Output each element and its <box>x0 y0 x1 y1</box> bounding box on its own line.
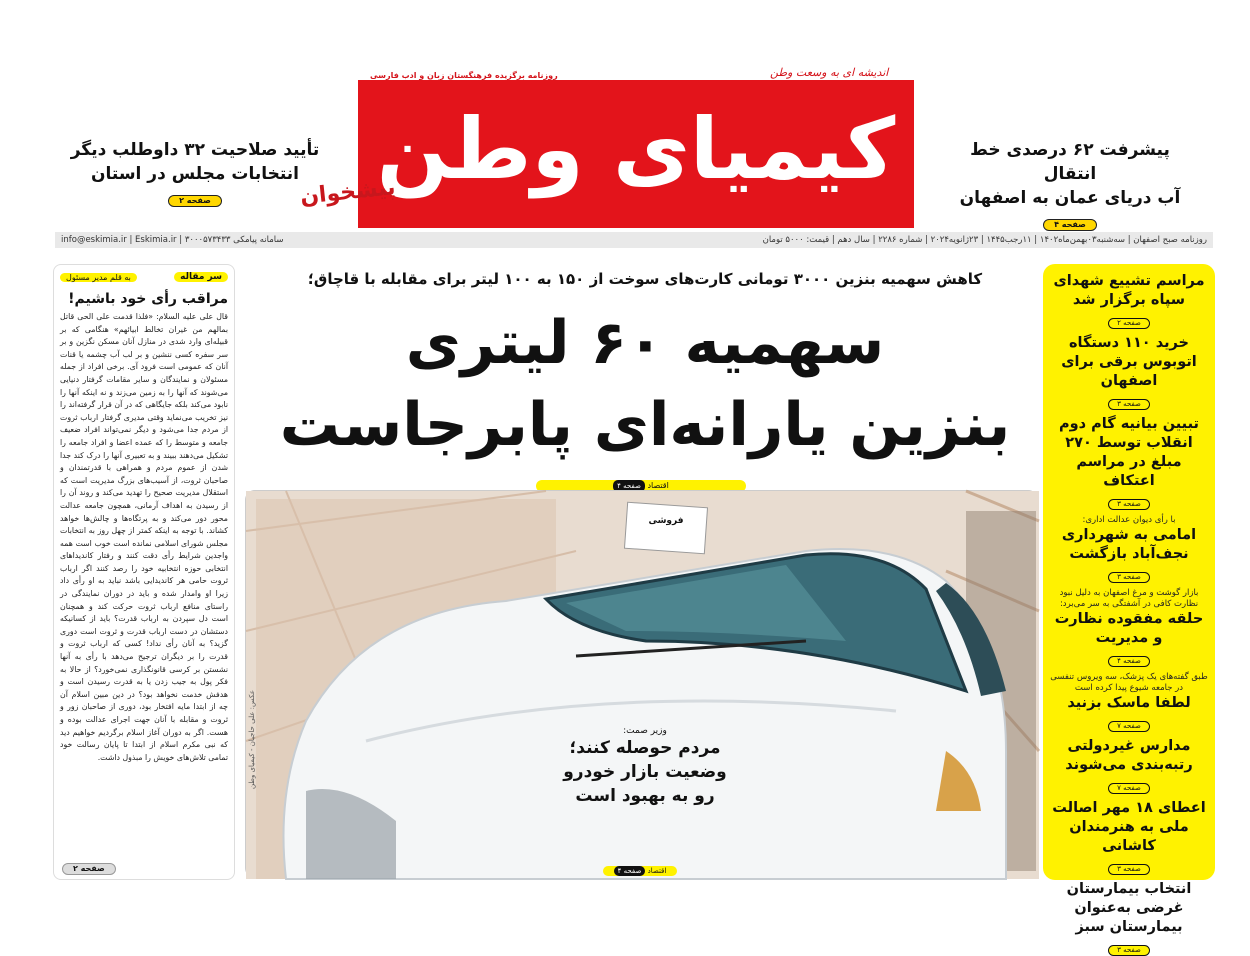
photo-quote[interactable] <box>540 726 750 808</box>
left-top-headline[interactable] <box>70 138 320 210</box>
news-title: لطفا ماسک بزنید <box>1067 695 1191 711</box>
pishkhan-watermark: پیشخوان <box>298 175 397 210</box>
news-lead: بازار گوشت و مرغ اصفهان به دلیل نبود نظارت کافی در آشفتگی به سر می‌برد: <box>1059 588 1199 609</box>
masthead <box>358 80 914 228</box>
quote-text <box>540 736 750 808</box>
news-title: حلقه مفقوده نظارت و مدیریت <box>1054 611 1204 646</box>
masthead-subtitle: روزنامه برگزیده فرهنگستان زبان و ادب فارسی <box>370 71 558 80</box>
news-column <box>1043 264 1215 954</box>
headline-line: تأیید صلاحیت ۳۲ داوطلب دیگر <box>70 140 320 160</box>
news-title: خرید ۱۱۰ دستگاه اتوبوس برقی برای اصفهان <box>1061 335 1197 389</box>
news-title: تبیین بیانیه گام دوم انقلاب توسط ۲۷۰ مبلغ در مراسم اعتکاف <box>1059 416 1199 489</box>
section-label: اقتصاد <box>647 867 667 875</box>
news-title: مدارس غیردولتی رتبه‌بندی می‌شوند <box>1065 738 1193 773</box>
main-headline[interactable] <box>250 302 1040 466</box>
news-lead: با رأی دیوان عدالت اداری: <box>1082 515 1176 525</box>
news-item[interactable] <box>1049 272 1209 329</box>
editorial-author: به قلم مدیر مسئول <box>60 273 137 282</box>
page-tag: صفحه ۲ <box>62 863 116 875</box>
news-item[interactable] <box>1049 415 1209 510</box>
issue-info: روزنامه صبح اصفهان | سه‌شنبه۰۳بهمن‌ماه۱۴۰۲ | ۱۱رجب۱۴۴۵ | ۲۳ژانویه۲۰۲۴ | شماره ۲۲۸۶ | سال دهم | قیمت: ۵۰۰۰ تومان <box>762 235 1207 245</box>
news-item[interactable] <box>1049 588 1209 667</box>
news-title: انتخاب بیمارستان غرضی به‌عنوان بیمارستان سبز <box>1066 881 1192 935</box>
news-item[interactable] <box>1049 880 1209 956</box>
quote-source: وزیر صمت: <box>623 726 667 736</box>
page-tag: صفحه ۲ <box>1108 318 1150 329</box>
headline-line: پیشرفت ۶۲ درصدی خط انتقال <box>970 140 1170 184</box>
headline-line: سهمیه ۶۰ لیتری <box>405 308 885 378</box>
news-title: اعطای ۱۸ مهر اصالت ملی به هنرمندان کاشانی <box>1052 800 1206 854</box>
info-bar <box>55 232 1213 248</box>
news-item[interactable] <box>1049 515 1209 583</box>
page-tag: صفحه ۴ <box>614 866 646 876</box>
page-tag: صفحه ۴ <box>613 480 645 492</box>
news-item[interactable] <box>1049 799 1209 875</box>
headline-line: انتخابات مجلس در استان <box>90 164 300 184</box>
newspaper-logo: کیمیای وطن <box>376 100 896 198</box>
quote-line: مردم حوصله کنند؛ <box>569 738 721 758</box>
headline-line: بنزین یارانه‌ای پابرجاست <box>279 390 1011 460</box>
page-tag: صفحه ۳ <box>1108 864 1150 875</box>
editorial-label: سر مقاله <box>174 272 228 282</box>
news-item[interactable] <box>1049 737 1209 794</box>
contact-info: info@eskimia.ir | Eskimia.ir | سامانه پیامکی ۳۰۰۰۵۷۳۴۳۳ <box>61 235 284 245</box>
section-label: اقتصاد <box>647 481 669 490</box>
headline-line: آب دریای عمان به اصفهان <box>959 188 1181 208</box>
editorial-header <box>60 269 228 285</box>
page-tag: صفحه ۴ <box>1043 219 1097 231</box>
editorial-title[interactable]: مراقب رأی خود باشیم! <box>68 291 228 307</box>
news-item[interactable] <box>1049 672 1209 732</box>
section-tag <box>603 866 677 876</box>
main-kicker: کاهش سهمیه بنزین ۳۰۰۰ تومانی کارت‌های سوخت از ۱۵۰ به ۱۰۰ لیتر برای مقابله با قاچاق؛ <box>307 270 983 288</box>
car-photo <box>245 490 1038 878</box>
page-tag: صفحه ۷ <box>1108 721 1150 732</box>
page-tag: صفحه ۳ <box>1108 499 1150 510</box>
page-tag: صفحه ۳ <box>1108 399 1150 410</box>
news-title: مراسم تشییع شهدای سپاه برگزار شد <box>1053 273 1205 308</box>
page-tag: صفحه ۲ <box>168 195 222 207</box>
right-top-headline[interactable] <box>945 138 1195 234</box>
editorial-column <box>53 264 235 880</box>
news-title: امامی به شهرداری نجف‌آباد بازگشت <box>1061 527 1197 562</box>
car-sign-text: فروشی <box>648 516 684 526</box>
car-illustration <box>246 491 1039 879</box>
masthead-tagline: اندیشه ای به وسعت وطن <box>770 66 889 79</box>
quote-line: وضعیت بازار خودرو <box>563 762 727 782</box>
photo-credit: عکس: علی حاجیان - کیمیای وطن <box>248 690 256 789</box>
page-tag: صفحه ۴ <box>1108 656 1150 667</box>
news-lead: طبق گفته‌های یک پزشک، سه ویروس تنفسی در جامعه شیوع پیدا کرده است <box>1050 672 1208 693</box>
page-tag: صفحه ۷ <box>1108 783 1150 794</box>
page-tag: صفحه ۳ <box>1108 945 1150 956</box>
quote-line: رو به بهبود است <box>575 786 715 806</box>
news-item[interactable] <box>1049 334 1209 410</box>
page-tag: صفحه ۳ <box>1108 572 1150 583</box>
editorial-body: قال علی علیه السلام: «فلذا قدمت علی الحی قاتل بمالهم من غیران تخالط ابیائهم» هنگامی که بر قبیله‌ای وارد شدی در منازل آنان مسکن نگزین و بر سر سفره کسی ننشین و بر لب آب چشمه یا قنات آنان که عمومی است فرود آی. برخی افراد از جمله مسئولان و نمایندگان و سایر مقامات گرفتار دنیایی می‌شوند که آنها را به زمین می‌زند و نه اینکه آنها را نابود می‌کند بلکه جایگاهی که در آن قرار گرفته‌اند را نیز تخریب می‌نماید وقتی مدیری گرفتار ارباب ثروت از مردم جدا می‌شود و دیگر نمی‌تواند افراد ضعیف جامعه و متوسط را که عمده اعضا و افراد جامعه را تشکیل می‌دهند ببیند و به تعبیری آنها را درک کند جدا شدن از عموم مردم و همراهی با قدرتمندان و صاحبان ثروت، از آسیب‌های بزرگ مدیریت است که استقلال مدیریت صحیح را تهدید می‌کند و روند آن را از رسیدن به اهداف آرمانی، همچون جامعه عدالت محور دور می‌کند و به پرتگاه‌ها و چالش‌ها خواهد کشاند. با توجه به اینکه کمتر از چهل روز به انتخابات مجلس شورای اسلامی نمانده است خوب است همه واجدین شرایط رأی دقت کنند و رفتار کاندیداهای انتخابی حوزه انتخابیه خود را رصد کنند اگر ارباب ثروت حامی هر کاندیدایی باشد نباید به او رأی داد زیرا او وامدار شده و باید در دوران نمایندگی در راستای منافع ارباب ثروت حرکت کند و همچنان است دل سپردن به ارباب قدرت؟ باید از کسانیکه دستشان در دست ارباب قدرت و ثروت است دوری گزید؟ به آنان رأی نداد! کسی که ارباب ثروت و قدرت را بر دیگران ترجیح می‌دهد با رأی به آنها نشستن بر کرسی قانونگذاری نمی‌خورد؟ از حالا به فکر پول به جیب زدن یا به قدرت رسیدن است و هدفش خدمت نخواهد بود؟ در دین مبین اسلام آن چه از ابتدا مایه افتخار بود، دوری از صاحبان زور و ثروت و مقابله با آنان جهت اجرای عدالت بوده و هست. اگر به دوران آغاز اسلام برگردیم خواهیم دید که نبی مکرم اسلام از ابتدا تا پایان رسالت خود تمامی تلاش‌های خویش را مبذول داشت. <box>60 312 228 762</box>
